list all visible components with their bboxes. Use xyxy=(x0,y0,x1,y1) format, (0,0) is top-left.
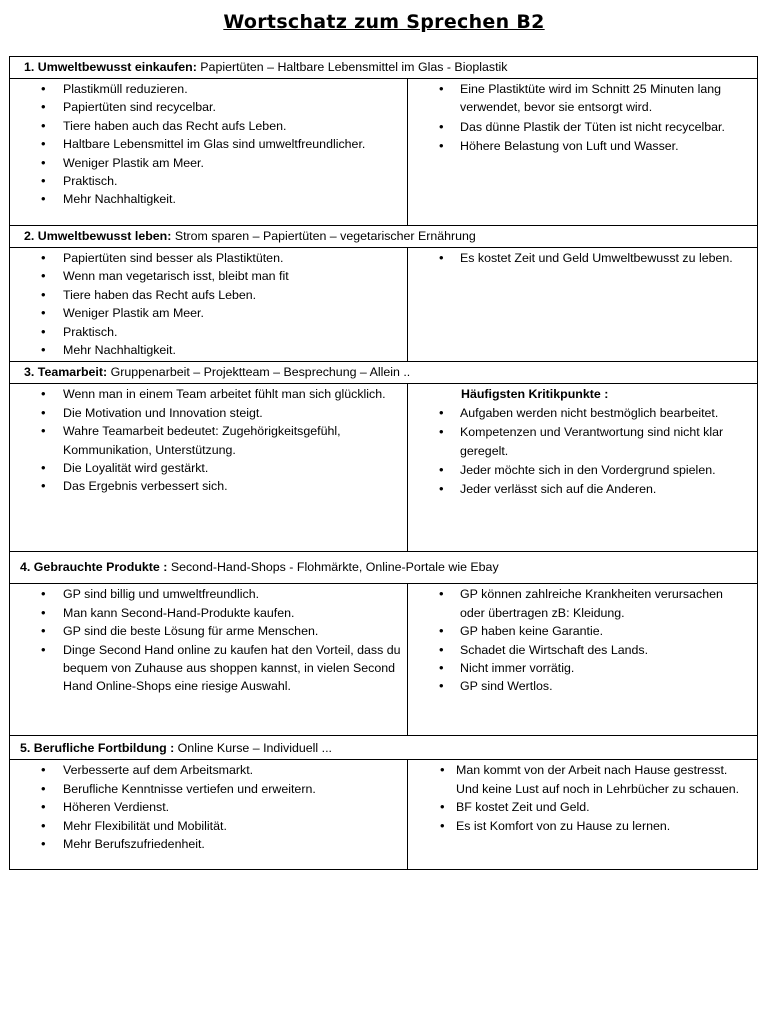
list-item: • Nicht immer vorrätig. xyxy=(408,659,751,677)
list-item: • Verbesserte auf dem Arbeitsmarkt. xyxy=(10,761,401,779)
section-4-body-row xyxy=(10,584,758,736)
section-2-pros xyxy=(10,248,408,362)
section-1-pros xyxy=(10,79,408,226)
list-item: • Wahre Teamarbeit bedeutet: Zugehörigkeitsgefühl, Kommunikation, Unterstützung. xyxy=(10,422,401,459)
page-title: Wortschatz zum Sprechen B2 xyxy=(223,11,545,33)
list-item: • BF kostet Zeit und Geld. xyxy=(408,798,751,816)
section-5-body-row xyxy=(10,760,758,870)
section-1-body-row xyxy=(10,79,758,226)
section-1-header-row xyxy=(10,57,758,79)
list-item: • Papiertüten sind recycelbar. xyxy=(10,98,401,116)
section-2-header xyxy=(10,226,758,248)
section-number: 5. xyxy=(20,741,31,756)
critique-heading: Häufigsten Kritikpunkte : xyxy=(461,387,609,402)
section-title: Teamarbeit: xyxy=(37,365,108,380)
list-item: • Höheren Verdienst. xyxy=(10,798,401,816)
list-item: • Weniger Plastik am Meer. xyxy=(10,304,401,322)
section-title: Umweltbewusst leben: xyxy=(37,229,172,243)
list-item: • Mehr Flexibilität und Mobilität. xyxy=(10,817,401,835)
section-title: Gebrauchte Produkte : xyxy=(33,560,168,575)
list-item: • Man kann Second-Hand-Produkte kaufen. xyxy=(10,604,401,622)
section-1-header xyxy=(10,57,758,79)
section-keywords: Online Kurse – Individuell ... xyxy=(177,741,332,756)
list-item: • Papiertüten sind besser als Plastiktüten. xyxy=(10,249,401,267)
list-item: • Es ist Komfort von zu Hause zu lernen. xyxy=(408,817,751,835)
section-4-header-row xyxy=(10,552,758,584)
section-title: Umweltbewusst einkaufen: xyxy=(37,60,197,74)
section-number: 4. xyxy=(20,560,31,575)
section-3-cons xyxy=(408,384,758,552)
list-item: • Jeder verlässt sich auf die Anderen. xyxy=(408,480,751,498)
section-5-header-row xyxy=(10,736,758,760)
section-5-header xyxy=(10,736,758,760)
list-item: • Kompetenzen und Verantwortung sind nicht klar geregelt. xyxy=(408,423,751,460)
list-item: • Es kostet Zeit und Geld Umweltbewusst zu leben. xyxy=(408,249,751,267)
section-3-pros xyxy=(10,384,408,552)
vocabulary-table xyxy=(9,56,758,870)
section-keywords: Strom sparen – Papiertüten – vegetarischer Ernährung xyxy=(174,229,476,243)
section-keywords: Papiertüten – Haltbare Lebensmittel im Glas - Bioplastik xyxy=(200,60,508,74)
list-item: • Plastikmüll reduzieren. xyxy=(10,80,401,98)
list-item: • Das dünne Plastik der Tüten ist nicht recycelbar. xyxy=(408,118,751,136)
list-item: • Praktisch. xyxy=(10,172,401,190)
list-item: • Das Ergebnis verbessert sich. xyxy=(10,477,401,495)
list-item: • Man kommt von der Arbeit nach Hause gestresst. Und keine Lust auf noch in Lehrbücher zu schauen. xyxy=(408,761,751,798)
section-number: 3. xyxy=(24,365,35,380)
list-item: • GP haben keine Garantie. xyxy=(408,622,751,640)
section-4-pros xyxy=(10,584,408,736)
list-item: • Mehr Berufszufriedenheit. xyxy=(10,835,401,853)
section-3-header xyxy=(10,362,758,384)
list-item: • Mehr Nachhaltigkeit. xyxy=(10,190,401,208)
list-item: • Höhere Belastung von Luft und Wasser. xyxy=(408,137,751,155)
section-3-body-row xyxy=(10,384,758,552)
list-item: • Jeder möchte sich in den Vordergrund spielen. xyxy=(408,461,751,479)
section-number: 2. xyxy=(24,229,35,243)
section-5-cons xyxy=(408,760,758,870)
list-item: • Wenn man in einem Team arbeitet fühlt man sich glücklich. xyxy=(10,385,401,403)
section-keywords: Gruppenarbeit – Projektteam – Besprechung – Allein .. xyxy=(110,365,411,380)
section-4-header xyxy=(10,552,758,584)
list-item: • Weniger Plastik am Meer. xyxy=(10,154,401,172)
list-item: • Dinge Second Hand online zu kaufen hat den Vorteil, dass du bequem von Zuhause aus shoppen kannst, in vielen Second Hand Online-Shops eine riesige Auswahl. xyxy=(10,641,401,696)
section-3-header-row xyxy=(10,362,758,384)
section-5-pros xyxy=(10,760,408,870)
list-item: • Eine Plastiktüte wird im Schnitt 25 Minuten lang verwendet, bevor sie entsorgt wird. xyxy=(408,80,751,117)
list-item: • GP sind billig und umweltfreundlich. xyxy=(10,585,401,603)
section-number: 1. xyxy=(24,60,35,74)
list-item: • Haltbare Lebensmittel im Glas sind umweltfreundlicher. xyxy=(10,135,401,153)
list-item: • Aufgaben werden nicht bestmöglich bearbeitet. xyxy=(408,404,751,422)
list-item: • Berufliche Kenntnisse vertiefen und erweitern. xyxy=(10,780,401,798)
list-item: • Die Loyalität wird gestärkt. xyxy=(10,459,401,477)
list-item: • GP können zahlreiche Krankheiten verursachen oder übertragen zB: Kleidung. xyxy=(408,585,751,622)
list-item: • Schadet die Wirtschaft des Lands. xyxy=(408,641,751,659)
section-4-cons xyxy=(408,584,758,736)
section-2-header-row xyxy=(10,226,758,248)
list-item: • Die Motivation und Innovation steigt. xyxy=(10,404,401,422)
section-1-cons xyxy=(408,79,758,226)
list-item: • Tiere haben das Recht aufs Leben. xyxy=(10,286,401,304)
list-item: • Praktisch. xyxy=(10,323,401,341)
section-2-cons xyxy=(408,248,758,362)
list-item: • GP sind die beste Lösung für arme Menschen. xyxy=(10,622,401,640)
section-2-body-row xyxy=(10,248,758,362)
list-item: • Tiere haben auch das Recht aufs Leben. xyxy=(10,117,401,135)
section-keywords: Second-Hand-Shops - Flohmärkte, Online-Portale wie Ebay xyxy=(170,560,499,575)
list-item: • Mehr Nachhaltigkeit. xyxy=(10,341,401,359)
section-title: Berufliche Fortbildung : xyxy=(33,741,175,756)
list-item: • Wenn man vegetarisch isst, bleibt man fit xyxy=(10,267,401,285)
list-item: • GP sind Wertlos. xyxy=(408,677,751,695)
